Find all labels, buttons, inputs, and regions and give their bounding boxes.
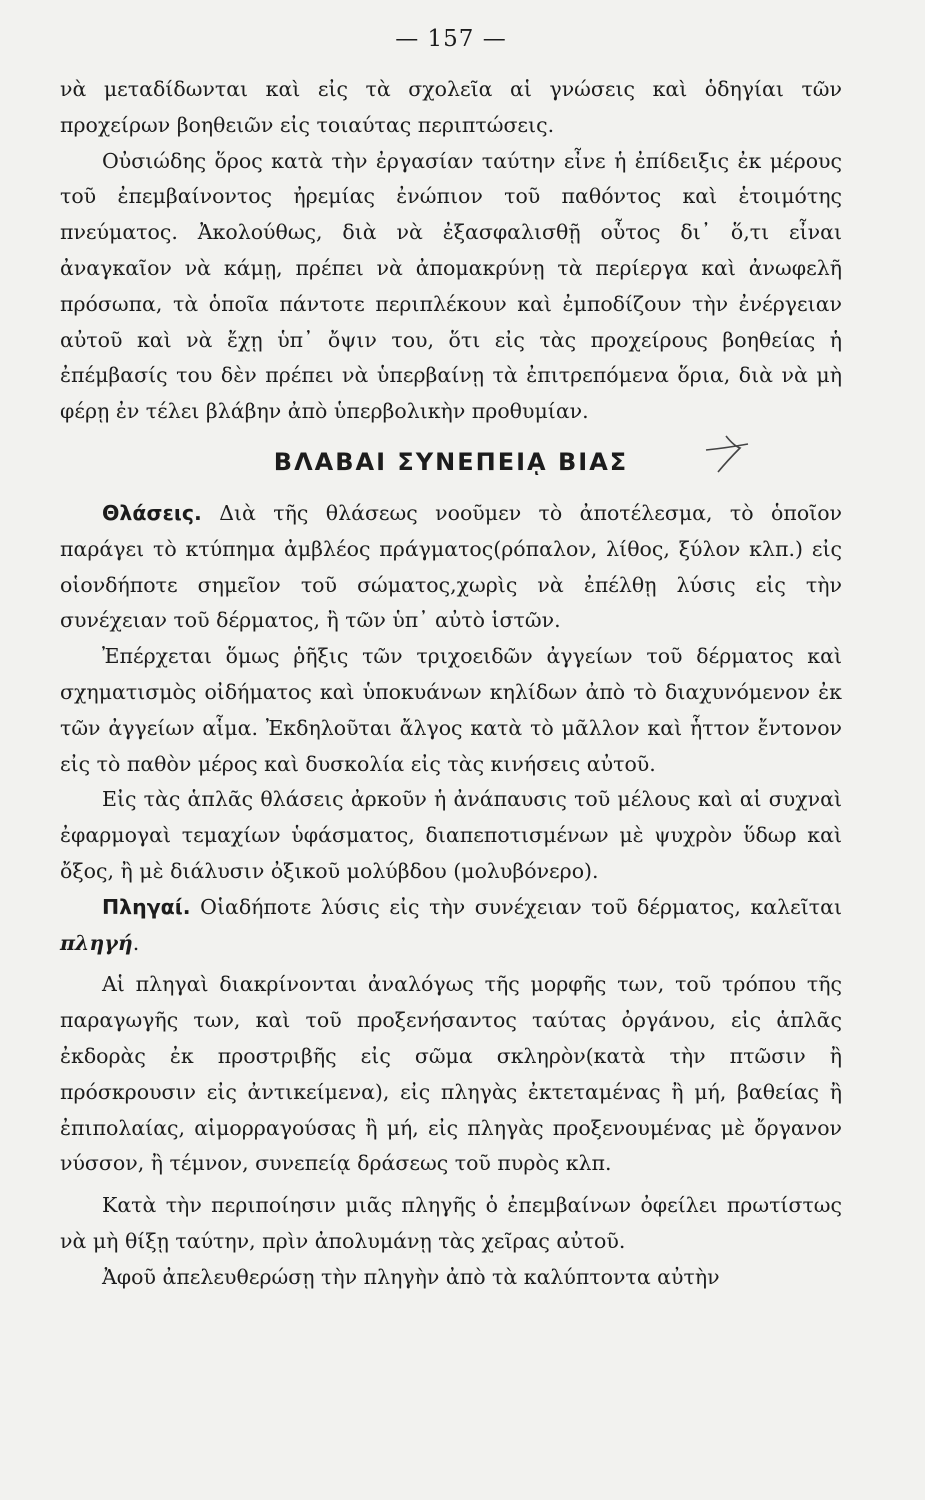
run-in-heading-wounds: Πληγαί. (102, 894, 191, 919)
paragraph-2: Οὐσιώδης ὅρος κατὰ τὴν ἐργασίαν ταύτην εἶνε ἡ ἐπίδειξις ἐκ μέρους τοῦ ἐπεμβαίνοντος ἠρεμίας ἐνώπιον τοῦ παθόντος καὶ ἑτοιμότης πνεύματος. Ἀκολούθως, διὰ νὰ ἐξασφαλισθῇ οὗτος δι᾽ ὅ,τι εἶναι ἀναγκαῖον νὰ κάμῃ, πρέπει νὰ ἀπομακρύνῃ τὰ περίεργα καὶ ἀνωφελῆ πρόσωπα, τὰ ὁποῖα πάντοτε περιπλέκουν καὶ ἐμποδίζουν τὴν ἐνέργειαν αὐτοῦ καὶ νὰ ἔχῃ ὑπ᾽ ὄψιν του, ὅτι εἰς τὰς προχείρους βοηθείας ἡ ἐπέμβασίς του δὲν πρέπει νὰ ὑπερβαίνῃ τὰ ἐπιτρεπόμενα ὅρια, διὰ νὰ μὴ φέρῃ ἐν τέλει βλάβην ἀπὸ ὑπερβολικὴν προθυμίαν. (60, 148, 842, 424)
wounds-text-end: . (132, 930, 140, 955)
section-heading: ΒΛΑΒΑΙ ΣΥΝΕΠΕΙᾼ ΒΙΑΣ (273, 447, 629, 476)
paragraph-7: Αἱ πληγαὶ διακρίνονται ἀναλόγως τῆς μορφῆς των, τοῦ τρόπου τῆς παραγωγῆς των, καὶ τοῦ προξενήσαντος ταύτας ὀργάνου, εἰς ἁπλᾶς ἐκδορὰς ἐκ προστριβῆς εἰς σῶμα σκληρὸν(κατὰ τὴν πτῶσιν ἢ πρόσκρουσιν εἰς ἀντικείμενα), εἰς πληγὰς ἐκτεταμένας ἢ μή, βαθείας ἢ ἐπιπολαίας, αἱμορραγούσας ἢ μή, εἰς πληγὰς προξενουμένας μὲ ὄργανον νύσσον, ἢ τέμνον, συνεπείᾳ δράσεως τοῦ πυρὸς κλπ. (60, 972, 842, 1176)
paragraph-wounds (60, 890, 842, 962)
wound-term: πληγή (60, 930, 133, 955)
paragraph-4: Ἐπέρχεται ὅμως ῥῆξις τῶν τριχοειδῶν ἀγγείων τοῦ δέρματος καὶ σχηματισμὸς οἰδήματος καὶ ὑποκυάνων κηλίδων ἀπὸ τὸ διαχυνόμενον ἐκ τῶν ἀγγείων αἷμα. Ἐκδηλοῦται ἄλγος κατὰ τὸ μᾶλλον καὶ ἧττον ἔντονον εἰς τὸ παθὸν μέρος καὶ δυσκολία εἰς τὰς κινήσεις αὐτοῦ. (60, 644, 842, 776)
page-number: — 157 — (395, 26, 507, 52)
wounds-text: Οἱαδήποτε λύσις εἰς τὴν συνέχειαν τοῦ δέρματος, καλεῖται (190, 894, 842, 919)
paragraph-1: νὰ μεταδίδωνται καὶ εἰς τὰ σχολεῖα αἱ γνώσεις καὶ ὁδηγίαι τῶν προχείρων βοηθειῶν εἰς τοιαύτας περιπτώσεις. (60, 77, 842, 137)
paragraph-8: Κατὰ τὴν περιποίησιν μιᾶς πληγῆς ὁ ἐπεμβαίνων ὀφείλει πρωτίστως νὰ μὴ θίξῃ ταύτην, πρὶν ἀπολυμάνῃ τὰς χεῖρας αὐτοῦ. (60, 1193, 842, 1253)
paragraph-9: Ἀφοῦ ἀπελευθερώσῃ τὴν πληγὴν ἀπὸ τὰ καλύπτοντα αὐτὴν (102, 1264, 720, 1289)
contusions-text: Διὰ τῆς θλάσεως νοοῦμεν τὸ ἀποτέλεσμα, τὸ ὁποῖον παράγει τὸ κτύπημα ἀμβλέος πράγματος(ρόπαλον, λίθος, ξύλον κλπ.) εἰς οἱονδήποτε σημεῖον τοῦ σώματος,χωρὶς νὰ ἐπέλθῃ λύσις εἰς τὴν συνέχειαν τοῦ δέρματος, ἢ τῶν ὑπ᾽ αὐτὸ ἱστῶν. (60, 500, 842, 633)
paragraph-5: Εἰς τὰς ἁπλᾶς θλάσεις ἀρκοῦν ἡ ἀνάπαυσις τοῦ μέλους καὶ αἱ συχναὶ ἐφαρμογαὶ τεμαχίων ὑφάσματος, διαπεποτισμένων μὲ ψυχρὸν ὕδωρ καὶ ὄξος, ἢ μὲ διάλυσιν ὀξικοῦ μολύβδου (μολυβόνερο). (60, 787, 842, 883)
section-heading-row (60, 430, 842, 496)
paragraph-contusions (60, 496, 842, 639)
handwritten-mark-icon (678, 424, 768, 494)
run-in-heading-contusions: Θλάσεις. (102, 500, 202, 525)
book-page (60, 26, 842, 1296)
